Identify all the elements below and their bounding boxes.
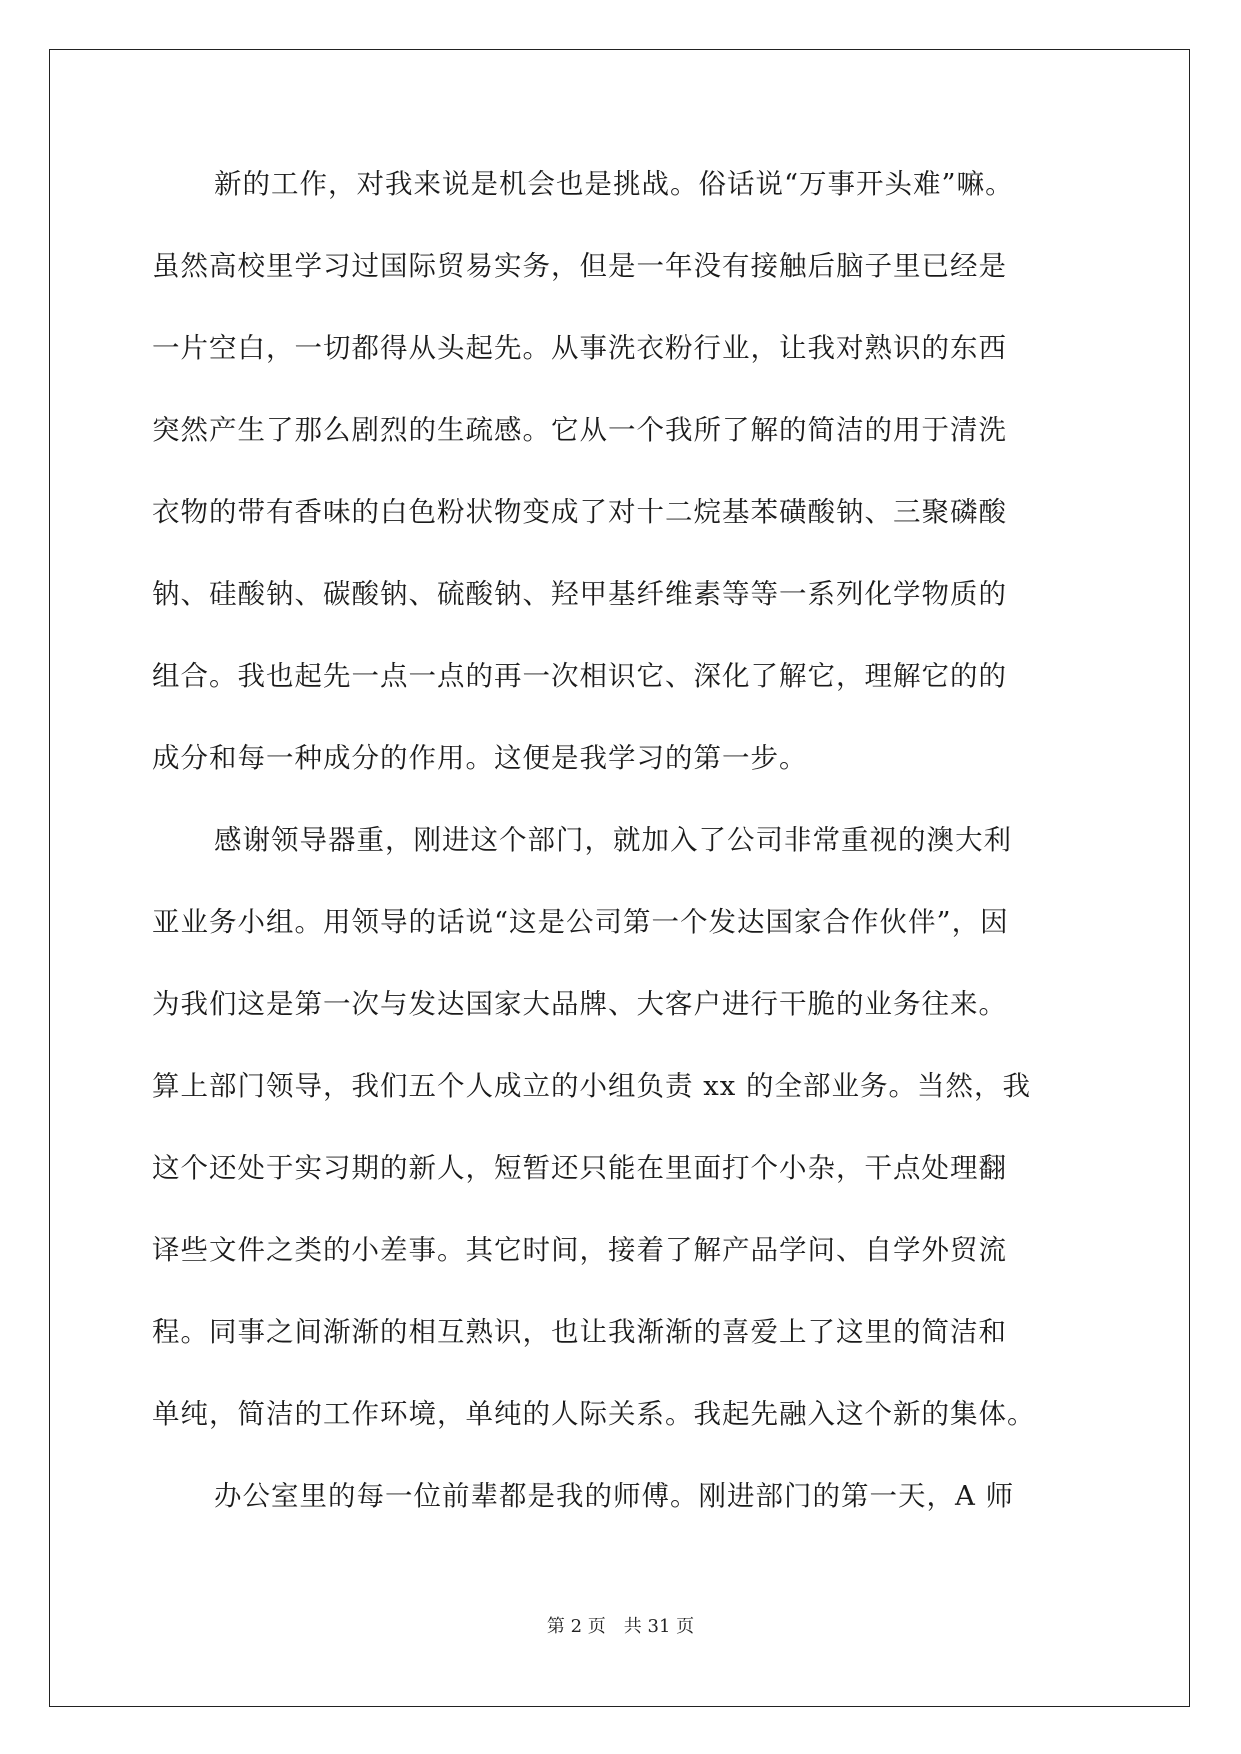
paragraph-1-line-8: 成分和每一种成分的作用。这便是我学习的第一步。 (152, 742, 808, 774)
paragraph-2-line-8: 单纯，简洁的工作环境，单纯的人际关系。我起先融入这个新的集体。 (152, 1398, 1036, 1430)
paragraph-1-line-2: 虽然高校里学习过国际贸易实务，但是一年没有接触后脑子里已经是 (152, 250, 1007, 282)
paragraph-2-line-6: 译些文件之类的小差事。其它时间，接着了解产品学问、自学外贸流 (152, 1234, 1007, 1266)
page-number: 第 2 页 (546, 1616, 606, 1637)
paragraph-2-line-4: 算上部门领导，我们五个人成立的小组负责 xx 的全部业务。当然，我 (152, 1070, 1031, 1102)
paragraph-2-line-7: 程。同事之间渐渐的相互熟识，也让我渐渐的喜爱上了这里的简洁和 (152, 1316, 1007, 1348)
paragraph-3-line-1: 办公室里的每一位前辈都是我的师傅。刚进部门的第一天，A 师 (214, 1480, 1015, 1512)
page-total: 共 31 页 (623, 1616, 695, 1637)
paragraph-2-line-2: 亚业务小组。用领导的话说“这是公司第一个发达国家合作伙伴”，因 (152, 906, 1009, 938)
paragraph-2-line-3: 为我们这是第一次与发达国家大品牌、大客户进行干脆的业务往来。 (152, 988, 1007, 1020)
paragraph-1-line-3: 一片空白，一切都得从头起先。从事洗衣粉行业，让我对熟识的东西 (152, 332, 1007, 364)
paragraph-1-line-6: 钠、硅酸钠、碳酸钠、硫酸钠、羟甲基纤维素等等一系列化学物质的 (152, 578, 1007, 610)
paragraph-1-line-7: 组合。我也起先一点一点的再一次相识它、深化了解它，理解它的的 (152, 660, 1007, 692)
document-body (152, 160, 1092, 1554)
paragraph-2-line-1: 感谢领导器重，刚进这个部门，就加入了公司非常重视的澳大利 (214, 824, 1012, 856)
paragraph-1-line-5: 衣物的带有香味的白色粉状物变成了对十二烷基苯磺酸钠、三聚磷酸 (152, 496, 1007, 528)
paragraph-1-line-4: 突然产生了那么剧烈的生疏感。它从一个我所了解的简洁的用于清洗 (152, 414, 1007, 446)
paragraph-1-line-1: 新的工作，对我来说是机会也是挑战。俗话说“万事开头难”嘛。 (214, 168, 1014, 200)
paragraph-2-line-5: 这个还处于实习期的新人，短暂还只能在里面打个小杂，干点处理翻 (152, 1152, 1007, 1184)
page-footer (0, 1612, 1241, 1638)
